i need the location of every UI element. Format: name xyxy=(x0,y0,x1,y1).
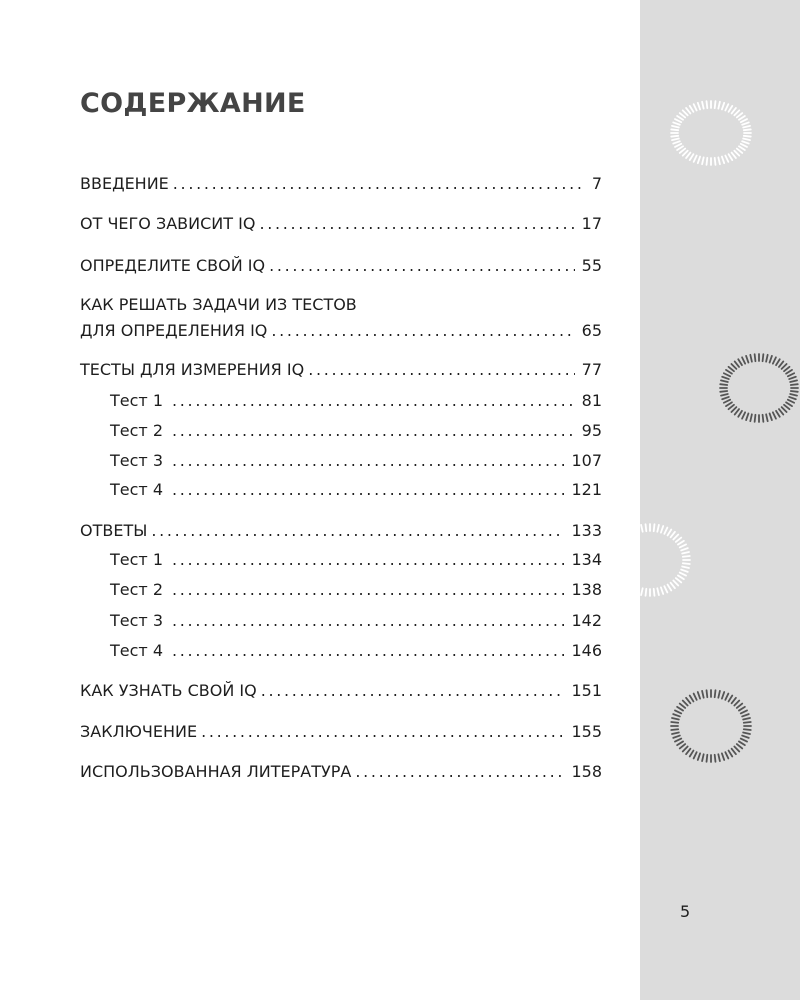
decorative-ring-icon xyxy=(669,99,753,167)
ring-tick xyxy=(732,108,736,113)
toc-entry-page: 77 xyxy=(581,360,602,379)
ring-tick xyxy=(776,359,780,365)
ring-tick xyxy=(773,357,776,363)
toc-subentry-page: 142 xyxy=(571,611,602,630)
dot-leader xyxy=(172,579,564,601)
ring-tick xyxy=(673,581,678,586)
toc-entry-learn xyxy=(80,680,602,702)
ring-tick xyxy=(690,696,694,702)
ring-tick xyxy=(789,377,796,379)
ring-tick xyxy=(743,718,750,720)
ring-tick xyxy=(741,119,747,122)
ring-tick xyxy=(715,690,716,697)
ring-tick xyxy=(734,747,739,752)
ring-tick xyxy=(702,102,704,109)
ring-tick xyxy=(784,367,789,371)
ring-tick xyxy=(661,587,663,594)
ring-tick xyxy=(694,752,697,758)
ring-tick xyxy=(677,146,683,150)
ring-tick xyxy=(734,151,739,156)
dot-leader xyxy=(172,390,575,412)
ring-tick xyxy=(729,405,734,409)
ring-tick xyxy=(784,405,789,409)
ring-tick xyxy=(678,541,684,545)
ring-tick xyxy=(746,413,748,420)
ring-tick xyxy=(707,755,708,762)
ring-tick xyxy=(690,106,694,112)
ring-tick xyxy=(680,744,685,748)
toc-entry-howto xyxy=(80,320,602,342)
ring-tick xyxy=(722,397,729,399)
ring-tick xyxy=(707,690,708,697)
ring-tick xyxy=(742,736,749,738)
toc-entry-label: КАК УЗНАТЬ СВОЙ IQ xyxy=(80,681,257,700)
toc-entry-page: 155 xyxy=(571,722,602,741)
ring-tick xyxy=(766,355,768,362)
toc-entry-depends xyxy=(80,213,602,235)
ring-tick xyxy=(654,524,655,531)
ring-tick xyxy=(779,409,783,414)
toc-subentry xyxy=(110,450,602,472)
ring-tick xyxy=(746,356,748,363)
dot-leader xyxy=(172,479,564,501)
ring-tick xyxy=(725,752,728,758)
ring-tick xyxy=(737,704,742,708)
decorative-ring-icon xyxy=(669,688,753,764)
ring-tick xyxy=(729,106,733,112)
ring-tick xyxy=(725,104,728,110)
toc-subentry-label: Тест 4 xyxy=(110,641,163,660)
ring-tick xyxy=(678,575,684,579)
ring-tick xyxy=(739,116,745,120)
ring-tick xyxy=(743,126,750,128)
ring-tick xyxy=(788,373,794,376)
ring-tick xyxy=(734,110,739,115)
ring-tick xyxy=(715,158,716,165)
ring-tick xyxy=(682,552,689,554)
ring-tick xyxy=(735,361,739,366)
ring-tick xyxy=(686,749,690,754)
ring-tick xyxy=(646,524,647,531)
page-number: 5 xyxy=(680,902,691,921)
toc-subentry-page: 134 xyxy=(571,550,602,569)
ring-tick xyxy=(741,710,747,713)
ring-tick xyxy=(707,101,708,108)
ring-tick xyxy=(673,141,680,143)
ring-tick xyxy=(726,402,732,406)
ring-tick xyxy=(676,538,681,542)
dot-leader xyxy=(172,450,564,472)
ring-tick xyxy=(671,532,675,537)
ring-tick xyxy=(681,548,688,550)
ring-tick xyxy=(721,380,728,382)
ring-tick xyxy=(770,413,772,420)
ring-tick xyxy=(729,696,733,702)
toc-entry-literature xyxy=(80,761,602,783)
ring-tick xyxy=(742,412,745,418)
ring-tick xyxy=(664,586,667,592)
ring-tick xyxy=(782,407,787,412)
ring-tick xyxy=(750,355,752,362)
ring-tick xyxy=(744,722,751,723)
ring-tick xyxy=(763,415,764,422)
ring-tick xyxy=(680,573,686,576)
ring-tick xyxy=(683,556,690,557)
ring-tick xyxy=(791,384,798,385)
toc-entry-label: ЗАКЛЮЧЕНИЕ xyxy=(80,722,198,741)
ring-tick xyxy=(732,698,736,703)
toc-subentry-label: Тест 2 xyxy=(110,421,163,440)
toc-subentry xyxy=(110,610,602,632)
ring-tick xyxy=(744,129,751,130)
ring-tick xyxy=(715,755,716,762)
ring-tick xyxy=(702,157,704,164)
ring-tick xyxy=(724,400,730,403)
ring-tick xyxy=(726,370,732,374)
toc-subentry-label: Тест 1 xyxy=(110,550,163,569)
dot-leader xyxy=(172,420,575,442)
ring-tick xyxy=(683,563,690,564)
toc-entry-label: ДЛЯ ОПРЕДЕЛЕНИЯ IQ xyxy=(80,321,268,340)
ring-tick xyxy=(707,158,708,165)
ring-tick xyxy=(791,391,798,392)
ring-tick xyxy=(738,411,742,417)
ring-tick xyxy=(671,129,678,130)
ring-tick xyxy=(722,103,724,110)
ring-tick xyxy=(673,122,680,124)
ring-tick xyxy=(738,359,742,365)
ring-tick xyxy=(737,744,742,748)
dot-leader xyxy=(172,610,564,632)
ring-tick xyxy=(739,146,745,150)
toc-entry-label: ОТВЕТЫ xyxy=(80,521,148,540)
ring-tick xyxy=(729,154,733,160)
ring-tick xyxy=(729,367,734,371)
toc-subentry-page: 146 xyxy=(571,641,602,660)
toc-entry-label: ВВЕДЕНИЕ xyxy=(80,174,169,193)
ring-tick xyxy=(646,589,647,596)
dot-leader xyxy=(261,680,565,702)
ring-tick xyxy=(673,736,680,738)
ring-tick xyxy=(698,753,700,760)
ring-tick xyxy=(737,149,742,153)
ring-tick xyxy=(683,151,688,156)
toc-entry-intro xyxy=(80,173,602,195)
dot-leader xyxy=(271,320,574,342)
dot-leader xyxy=(172,640,564,662)
ring-tick xyxy=(698,692,700,699)
toc-subentry-label: Тест 3 xyxy=(110,451,163,470)
toc-entry-page: 7 xyxy=(591,174,602,193)
decorative-ring-icon xyxy=(640,522,692,598)
toc-entry-determine xyxy=(80,255,602,277)
toc-subentry xyxy=(110,390,602,412)
ring-tick xyxy=(755,354,756,361)
ring-tick xyxy=(641,525,643,532)
ring-tick xyxy=(715,101,716,108)
ring-tick xyxy=(686,698,690,703)
ring-tick xyxy=(671,136,678,137)
ring-tick xyxy=(718,691,720,698)
ring-tick xyxy=(671,722,678,723)
ring-tick xyxy=(672,126,679,128)
ring-tick xyxy=(725,694,728,700)
ring-tick xyxy=(657,525,659,532)
toc-entry-tests xyxy=(80,359,602,381)
ring-tick xyxy=(789,397,796,399)
ring-tick xyxy=(661,526,663,533)
ring-tick xyxy=(743,139,750,141)
ring-tick xyxy=(694,104,697,110)
ring-tick xyxy=(683,747,688,752)
ring-tick xyxy=(720,391,727,392)
ring-tick xyxy=(779,361,783,366)
ring-tick xyxy=(683,701,688,706)
toc-entry-answers xyxy=(80,520,602,542)
ring-tick xyxy=(664,528,667,534)
ring-tick xyxy=(686,153,690,158)
ring-tick xyxy=(763,354,764,361)
ring-tick xyxy=(742,357,745,363)
toc-entry-howto-line1: КАК РЕШАТЬ ЗАДАЧИ ИЗ ТЕСТОВ xyxy=(80,295,357,314)
ring-tick xyxy=(744,729,751,730)
ring-tick xyxy=(788,400,794,403)
toc-entry-label: ОПРЕДЕЛИТЕ СВОЙ IQ xyxy=(80,256,266,275)
ring-tick xyxy=(735,409,739,414)
ring-tick xyxy=(668,585,672,591)
ring-tick xyxy=(755,415,756,422)
ring-tick xyxy=(782,364,787,369)
ring-tick xyxy=(676,578,681,582)
ring-tick xyxy=(743,732,750,734)
ring-tick xyxy=(742,122,749,124)
ring-tick xyxy=(672,718,679,720)
dot-leader xyxy=(201,721,564,743)
ring-tick xyxy=(675,144,681,147)
toc-subentry-page: 81 xyxy=(581,391,602,410)
ring-tick xyxy=(681,570,688,572)
ring-tick xyxy=(677,116,683,120)
ring-tick xyxy=(786,402,792,406)
ring-tick xyxy=(671,583,675,588)
ring-tick xyxy=(702,691,704,698)
decorative-ring-icon xyxy=(718,352,800,424)
ring-tick xyxy=(682,566,689,568)
side-band xyxy=(640,0,800,1000)
toc-entry-label: ОТ ЧЕГО ЗАВИСИТ IQ xyxy=(80,214,256,233)
ring-tick xyxy=(731,364,736,369)
ring-tick xyxy=(786,370,792,374)
ring-tick xyxy=(680,113,685,117)
ring-tick xyxy=(671,729,678,730)
toc-entry-label: ИСПОЛЬЗОВАННАЯ ЛИТЕРАТУРА xyxy=(80,762,352,781)
ring-tick xyxy=(675,739,681,742)
ring-tick xyxy=(773,412,776,418)
ring-tick xyxy=(718,754,720,761)
dot-leader xyxy=(173,173,585,195)
ring-tick xyxy=(732,153,736,158)
ring-tick xyxy=(686,108,690,113)
toc-subentry-label: Тест 2 xyxy=(110,580,163,599)
ring-tick xyxy=(720,384,727,385)
ring-tick xyxy=(790,380,797,382)
ring-tick xyxy=(721,394,728,396)
page-title: СОДЕРЖАНИЕ xyxy=(80,88,306,119)
ring-tick xyxy=(680,544,686,547)
ring-tick xyxy=(770,356,772,363)
ring-tick xyxy=(677,707,683,711)
toc-subentry-label: Тест 1 xyxy=(110,391,163,410)
ring-tick xyxy=(722,753,724,760)
ring-tick xyxy=(718,157,720,164)
toc-entry-page: 55 xyxy=(581,256,602,275)
toc-subentry xyxy=(110,579,602,601)
toc-entry-page: 133 xyxy=(571,521,602,540)
ring-tick xyxy=(741,739,747,742)
ring-tick xyxy=(690,751,694,757)
toc-subentry xyxy=(110,420,602,442)
ring-tick xyxy=(641,588,643,595)
ring-tick xyxy=(742,141,749,143)
ring-tick xyxy=(724,373,730,376)
ring-tick xyxy=(680,704,685,708)
ring-tick xyxy=(750,414,752,421)
ring-tick xyxy=(677,741,683,745)
dot-leader xyxy=(172,549,564,571)
ring-tick xyxy=(718,102,720,109)
toc-entry-conclusion xyxy=(80,721,602,743)
ring-tick xyxy=(729,751,733,757)
toc-subentry-label: Тест 3 xyxy=(110,611,163,630)
ring-tick xyxy=(672,732,679,734)
toc-subentry xyxy=(110,479,602,501)
ring-tick xyxy=(725,156,728,162)
toc-subentry xyxy=(110,640,602,662)
ring-tick xyxy=(739,741,745,745)
toc-subentry-label: Тест 4 xyxy=(110,480,163,499)
ring-tick xyxy=(680,149,685,153)
ring-tick xyxy=(731,407,736,412)
ring-tick xyxy=(737,113,742,117)
toc-entry-label: ТЕСТЫ ДЛЯ ИЗМЕРЕНИЯ IQ xyxy=(80,360,305,379)
toc-subentry-page: 138 xyxy=(571,580,602,599)
ring-tick xyxy=(654,589,655,596)
ring-tick xyxy=(683,110,688,115)
ring-tick xyxy=(673,535,678,540)
toc-entry-page: 65 xyxy=(581,321,602,340)
ring-tick xyxy=(657,588,659,595)
ring-tick xyxy=(741,144,747,147)
ring-tick xyxy=(722,692,724,699)
toc-entry-page: 17 xyxy=(581,214,602,233)
ring-tick xyxy=(690,154,694,160)
dot-leader xyxy=(355,761,564,783)
ring-tick xyxy=(668,530,672,536)
dot-leader xyxy=(259,213,574,235)
ring-tick xyxy=(776,411,780,417)
ring-tick xyxy=(675,119,681,122)
ring-tick xyxy=(702,754,704,761)
toc-subentry xyxy=(110,549,602,571)
ring-tick xyxy=(675,710,681,713)
ring-tick xyxy=(698,157,700,164)
toc-subentry-page: 95 xyxy=(581,421,602,440)
ring-tick xyxy=(766,414,768,421)
ring-tick xyxy=(722,157,724,164)
ring-tick xyxy=(672,139,679,141)
ring-tick xyxy=(698,103,700,110)
ring-tick xyxy=(694,156,697,162)
ring-tick xyxy=(742,714,749,716)
ring-tick xyxy=(722,377,729,379)
ring-tick xyxy=(744,136,751,137)
ring-tick xyxy=(732,749,736,754)
ring-tick xyxy=(739,707,745,711)
ring-tick xyxy=(694,694,697,700)
ring-tick xyxy=(790,394,797,396)
dot-leader xyxy=(308,359,574,381)
toc-subentry-page: 121 xyxy=(571,480,602,499)
toc-subentry-page: 107 xyxy=(571,451,602,470)
dot-leader xyxy=(269,255,575,277)
ring-tick xyxy=(673,714,680,716)
toc-entry-page: 158 xyxy=(571,762,602,781)
dot-leader xyxy=(151,520,564,542)
toc-entry-page: 151 xyxy=(571,681,602,700)
ring-tick xyxy=(734,701,739,706)
